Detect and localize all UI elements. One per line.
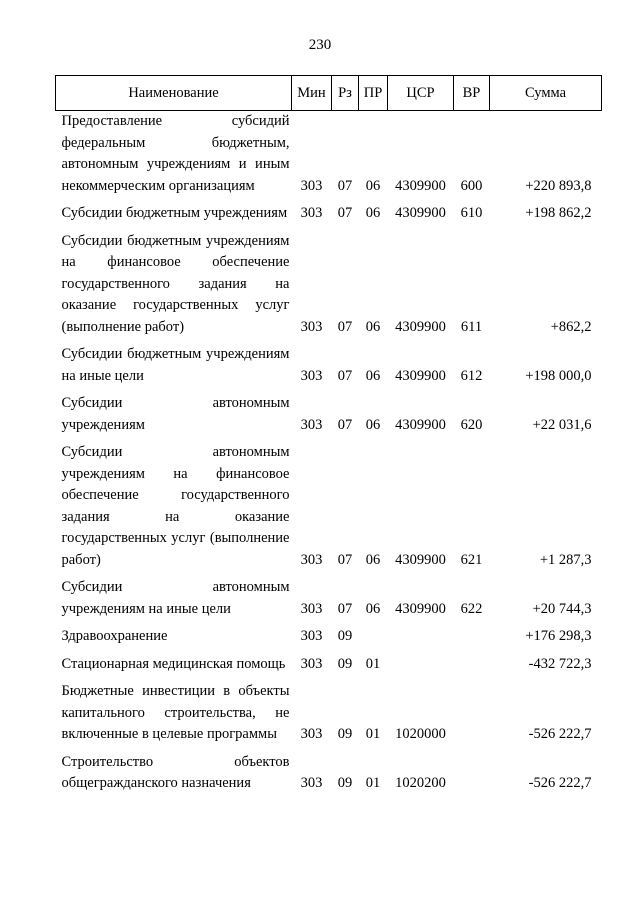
- row-pr: 01: [365, 655, 381, 672]
- row-min: 303: [300, 655, 323, 672]
- table-row: [56, 344, 602, 387]
- table-body: [56, 111, 602, 795]
- row-sum: +220 893,8: [525, 177, 592, 194]
- row-pr: 01: [365, 726, 381, 742]
- row-name: Бюджетные инвестиции в объекты капитального строительства, не включенные в целевые программы: [61, 683, 290, 742]
- row-rz: 07: [337, 177, 353, 194]
- row-sum: +20 744,3: [532, 600, 592, 617]
- row-name: Стационарная медицинская помощь: [61, 655, 286, 672]
- row-min: 303: [300, 416, 323, 433]
- header-vr: ВР: [454, 76, 490, 111]
- budget-table: [55, 75, 602, 795]
- row-vr: 622: [460, 600, 483, 617]
- row-csr: 4309900: [395, 318, 446, 335]
- header-rz: Рз: [332, 76, 359, 111]
- row-vr: [454, 752, 490, 795]
- row-name: Здравоохранение: [61, 628, 168, 644]
- row-min: 303: [300, 551, 323, 568]
- row-csr: 1020000: [395, 726, 446, 742]
- header-name: Наименование: [56, 76, 292, 111]
- row-min: 303: [300, 205, 323, 221]
- row-rz: 09: [337, 726, 353, 742]
- row-min: 303: [300, 775, 323, 791]
- row-sum: +862,2: [550, 318, 592, 335]
- table-row: [56, 203, 602, 225]
- table-row: [56, 442, 602, 571]
- row-vr: 610: [460, 205, 483, 221]
- row-rz: 07: [337, 600, 353, 617]
- row-vr: 611: [460, 318, 483, 335]
- row-pr: 06: [365, 318, 381, 335]
- row-sum: -526 222,7: [528, 726, 592, 742]
- row-csr: 4309900: [395, 600, 446, 617]
- header-min: Мин: [292, 76, 332, 111]
- row-rz: 07: [337, 416, 353, 433]
- row-csr: 4309900: [395, 416, 446, 433]
- row-rz: 09: [337, 628, 353, 644]
- table-header-row: [56, 76, 602, 111]
- row-pr: 06: [365, 416, 381, 433]
- row-vr: 600: [460, 177, 483, 194]
- row-name: Субсидии автономным учреждениям на финансовое обеспечение государственного задания на оказание государственных услуг (выполнение работ): [61, 444, 290, 568]
- header-sum: Сумма: [490, 76, 602, 111]
- table-row: [56, 654, 602, 676]
- row-name: Субсидии автономным учреждениям на иные цели: [61, 579, 290, 617]
- row-vr: 621: [460, 551, 483, 568]
- row-name: Субсидии автономным учреждениям: [61, 395, 290, 433]
- row-pr: 01: [365, 775, 381, 791]
- row-sum: +22 031,6: [532, 416, 592, 433]
- row-min: 303: [300, 318, 323, 335]
- row-name: Субсидии бюджетным учреждениям: [61, 205, 288, 221]
- row-pr: [359, 626, 388, 648]
- header-csr: ЦСР: [388, 76, 454, 111]
- row-vr: [454, 681, 490, 746]
- row-rz: 07: [337, 551, 353, 568]
- row-rz: 09: [337, 775, 353, 791]
- row-min: 303: [300, 177, 323, 194]
- row-min: 303: [300, 367, 323, 384]
- row-rz: 07: [337, 318, 353, 335]
- table-row: [56, 577, 602, 620]
- table-row: [56, 626, 602, 648]
- row-pr: 06: [365, 367, 381, 384]
- row-sum: +198 862,2: [525, 205, 592, 221]
- row-csr: 4309900: [395, 551, 446, 568]
- row-csr: [388, 626, 454, 648]
- row-vr: [454, 626, 490, 648]
- row-vr: [454, 654, 490, 676]
- table-row: [56, 752, 602, 795]
- row-sum: -526 222,7: [528, 775, 592, 791]
- row-rz: 09: [337, 655, 353, 672]
- table-row: [56, 111, 602, 198]
- row-name: Субсидии бюджетным учреждениям на финансовое обеспечение государственного задания на оказание государственных услуг (выполнение работ): [61, 232, 290, 335]
- row-min: 303: [300, 600, 323, 617]
- row-name: Предоставление субсидий федеральным бюджетным, автономным учреждениям и иным некоммерческим организациям: [61, 113, 290, 194]
- row-rz: 07: [337, 367, 353, 384]
- table-row: [56, 681, 602, 746]
- row-csr: 1020200: [395, 775, 446, 791]
- row-csr: 4309900: [395, 205, 446, 221]
- row-min: 303: [300, 628, 323, 644]
- row-sum: +198 000,0: [525, 367, 592, 384]
- row-pr: 06: [365, 600, 381, 617]
- row-sum: -432 722,3: [528, 655, 592, 672]
- row-name: Субсидии бюджетным учреждениям на иные цели: [61, 346, 290, 384]
- row-vr: 620: [460, 416, 483, 433]
- row-pr: 06: [365, 205, 381, 221]
- row-pr: 06: [365, 551, 381, 568]
- row-csr: 4309900: [395, 367, 446, 384]
- table-row: [56, 393, 602, 436]
- row-sum: +176 298,3: [525, 628, 592, 644]
- row-rz: 07: [337, 205, 353, 221]
- header-pr: ПР: [359, 76, 388, 111]
- table-row: [56, 231, 602, 339]
- row-csr: 4309900: [395, 177, 446, 194]
- row-csr: [388, 654, 454, 676]
- row-min: 303: [300, 726, 323, 742]
- page-number: 230: [308, 37, 332, 53]
- row-pr: 06: [365, 177, 381, 194]
- row-sum: +1 287,3: [539, 551, 592, 568]
- row-vr: 612: [460, 367, 483, 384]
- row-name: Строительство объектов общегражданского назначения: [61, 753, 290, 791]
